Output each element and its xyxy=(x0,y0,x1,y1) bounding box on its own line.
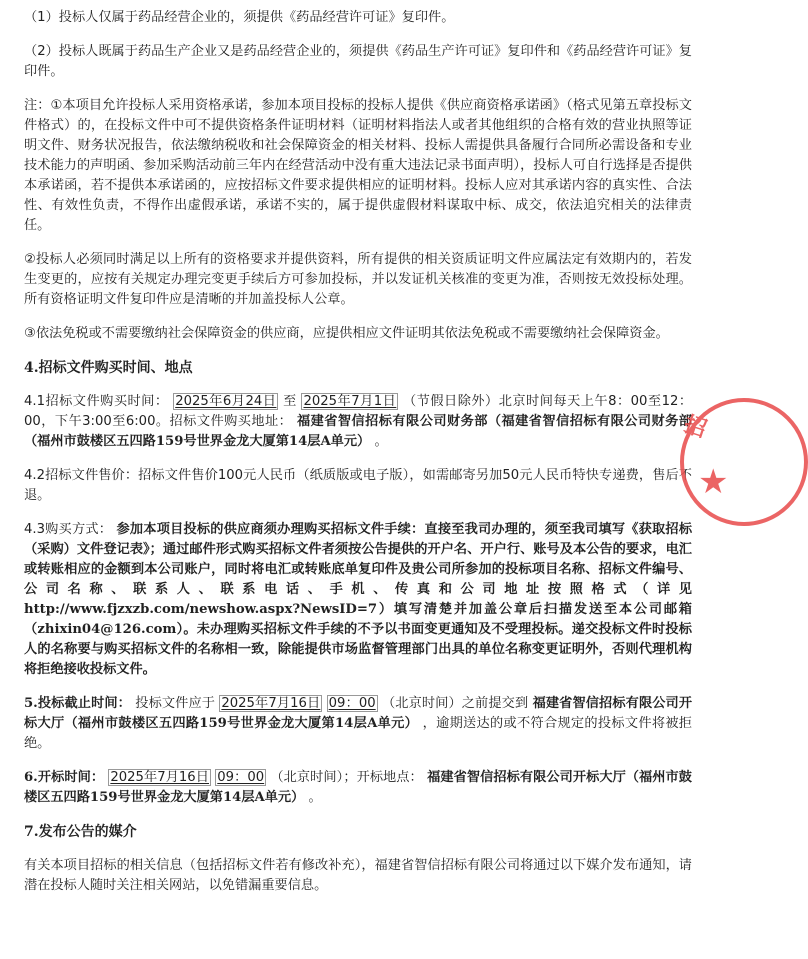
section-5 xyxy=(24,694,692,754)
section-6 xyxy=(24,768,692,808)
section-7-heading: 7.发布公告的媒介 xyxy=(24,824,137,840)
purchase-address: 福建省智信招标有限公司财务部（福建省智信招标有限公司财务部（福州市鼓楼区五四路159号世界金龙大厦第14层A单元） xyxy=(24,414,692,449)
deadline-post: ，逾期送达的或不符合规定的投标文件将被拒绝。 xyxy=(24,716,692,751)
section-5-heading: 5.投标截止时间： xyxy=(24,696,131,711)
deadline-place: 福建省智信招标有限公司开标大厅（福州市鼓楼区五四路159号世界金龙大厦第14层A单元） xyxy=(24,696,693,731)
qualification-item-1: （1）投标人仅属于药品经营企业的，须提供《药品经营许可证》复印件。 xyxy=(24,10,455,25)
opening-mid: （北京时间）；开标地点： xyxy=(270,770,423,785)
opening-time: 09：00 xyxy=(217,770,265,785)
note-3: ③依法免税或不需要缴纳社会保障资金的供应商，应提供相应文件证明其依法免税或不需要缴纳社会保障资金。 xyxy=(24,326,669,341)
document-page xyxy=(24,8,692,910)
seal-star-icon: ★ xyxy=(698,462,729,502)
section-7-body: 有关本项目招标的相关信息（包括招标文件若有修改补充），福建省智信招标有限公司将通过以下媒介发布通知，请潜在投标人随时关注相关网站，以免错漏重要信息。 xyxy=(24,858,692,893)
deadline-pre: 投标文件应于 xyxy=(135,696,216,711)
opening-place: 福建省智信招标有限公司开标大厅（福州市鼓楼区五四路159号世界金龙大厦第14层A单元） xyxy=(24,770,692,805)
purchase-start-date: 2025年6月24日 xyxy=(175,394,277,409)
deadline-date: 2025年7月16日 xyxy=(221,696,321,711)
section-4-1 xyxy=(24,392,692,452)
seal-character: 招 xyxy=(680,412,710,443)
note-1: 注：①本项目允许投标人采用资格承诺，参加本项目投标的投标人提供《供应商资格承诺函》（格式见第五章投标文件格式）的，在投标文件中可不提供资格条件证明材料（证明材料指法人或者其他组织的合格有效的营业执照等证明文件、财务状况报告，依法缴纳税收和社会保障资金的相关材料、投标人需提供具备履行合同所必需设备和专业技术能力的声明函、参加采购活动前三年内在经营活动中没有重大违法记录书面声明），投标人可自行选择是否提供本承诺函，若不提供本承诺函的，应按招标文件要求提供相应的证明材料。投标人应对其承诺内容的真实性、合法性、有效性负责，不得作出虚假承诺，承诺不实的，属于提供虚假材料谋取中标、成交，依法追究相关的法律责任。 xyxy=(24,98,692,233)
deadline-mid: （北京时间）之前提交到 xyxy=(381,696,529,711)
official-seal-stamp xyxy=(680,398,808,526)
section-4-heading: 4.招标文件购买时间、地点 xyxy=(24,360,193,376)
purchase-method-label: 4.3购买方式： xyxy=(24,522,113,537)
section-4-2: 4.2招标文件售价：招标文件售价100元人民币（纸质版或电子版），如需邮寄另加50元人民币特快专递费，售后不退。 xyxy=(24,468,692,503)
opening-date: 2025年7月16日 xyxy=(110,770,210,785)
purchase-method-body: 参加本项目投标的供应商须办理购买招标文件手续：直接至我司办理的，须至我司填写《获取招标（采购）文件登记表》；通过邮件形式购买招标文件者须按公告提供的开户名、开户行、账号及本公告的要求，电汇或转账相应的金额到本公司账户，同时将电汇或转账底单复印件及贵公司所参加的投标项目名称、招标文件编号、公司名称、联系人、联系电话、手机、传真和公司地址按照格式（详见http://www.fjzxzb.com/newshow.aspx?NewsID=7）填写清楚并加盖公章后扫描发送至本公司邮箱（zhixin04@126.com）。未办理购买招标文件手续的不予以书面变更通知及不受理投标。递交投标文件时投标人的名称要与购买招标文件的名称相一致，除能提供市场监督管理部门出具的单位名称变更证明外，否则代理机构将拒绝接收投标文件。 xyxy=(24,522,693,677)
opening-post: 。 xyxy=(308,790,322,805)
note-2: ②投标人必须同时满足以上所有的资格要求并提供资料，所有提供的相关资质证明文件应属法定有效期内的，若发生变更的，应按有关规定办理完变更手续后方可参加投标，并以发证机关核准的变更为准，否则按无效投标处理。所有资格证明文件复印件应是清晰的并加盖投标人公章。 xyxy=(24,252,692,307)
purchase-time-rest: （节假日除外）北京时间每天上午8：00至12：00，下午3:00至6:00。招标文件购买地址： xyxy=(24,394,693,429)
purchase-end-punct: 。 xyxy=(374,434,388,449)
purchase-to: 至 xyxy=(283,394,297,409)
purchase-end-date: 2025年7月1日 xyxy=(303,394,397,409)
purchase-time-label: 4.1招标文件购买时间： xyxy=(24,394,169,409)
section-4-3 xyxy=(24,520,692,680)
deadline-time: 09：00 xyxy=(328,696,376,711)
qualification-item-2: （2）投标人既属于药品生产企业又是药品经营企业的，须提供《药品生产许可证》复印件和《药品经营许可证》复印件。 xyxy=(24,44,692,79)
section-6-heading: 6.开标时间： xyxy=(24,770,105,785)
